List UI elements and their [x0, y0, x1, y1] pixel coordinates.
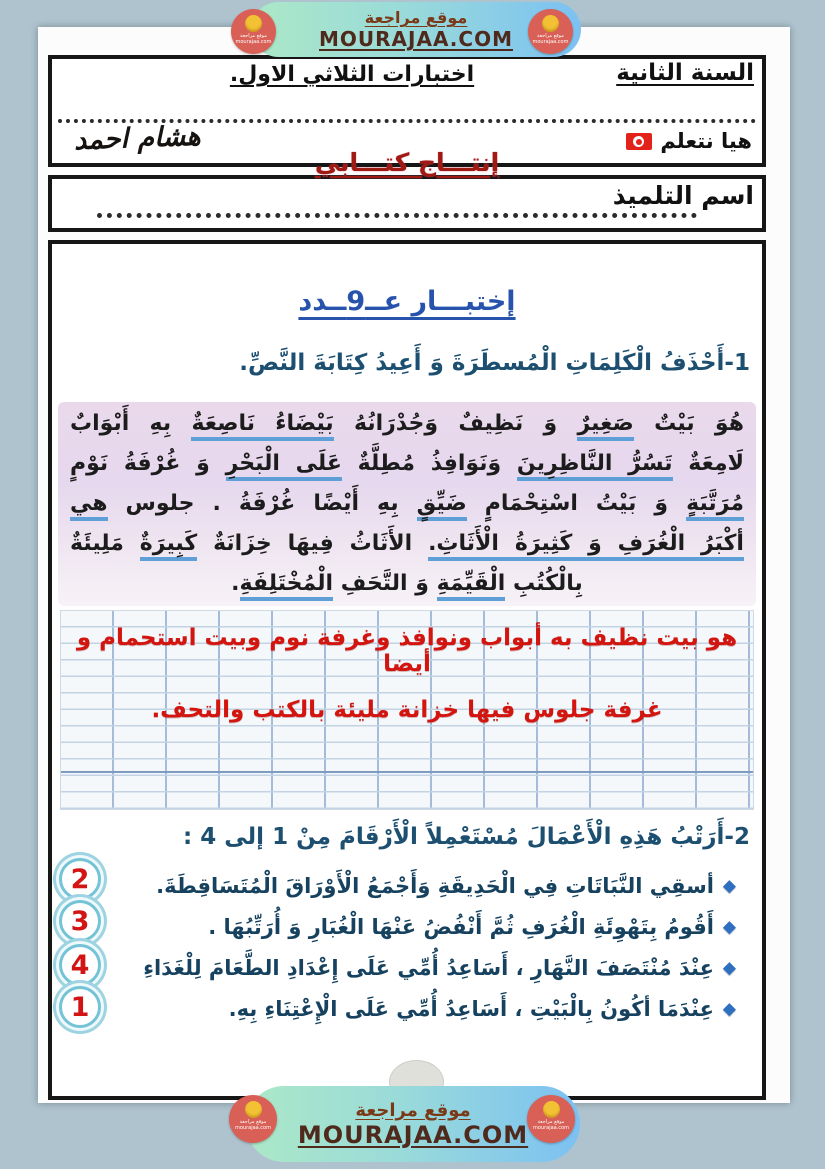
student-name-box — [48, 175, 766, 232]
exam-header-box — [48, 55, 766, 177]
slogan-label: هيا نتعلم — [660, 129, 752, 153]
logo-label-ar: موقع مراجعة — [537, 1119, 565, 1125]
handwritten-answer-line: غرفة جلوس فيها خزانة مليئة بالكتب والتحف. — [151, 697, 663, 723]
passage-line — [70, 564, 744, 604]
underlined-word: كَبِيرَةٌ — [140, 531, 197, 561]
list-item — [66, 948, 736, 989]
underlined-word: أكْبَرُ الْغُرَفِ وَ كَثِيرَةُ الْأَثَاثِ. — [428, 531, 744, 561]
passage-line — [70, 524, 744, 564]
list-item-text: عِنْدَمَا أكُونُ بِالْبَيْتِ ، أَسَاعِدُ أُمِّي عَلَى الْإِعْتِنَاءِ بِهِ. — [228, 997, 714, 1021]
passage-text: وَ التَّحَفِ — [333, 571, 437, 596]
underlined-word: عَلَى الْبَحْرِ — [226, 451, 342, 481]
logo-book-icon — [543, 1101, 560, 1118]
passage-text: الأَثَاثُ فِيهَا خِزَانَةٌ — [197, 531, 429, 556]
passage — [58, 402, 756, 606]
logo-label-ar: موقع مراجعة — [240, 33, 267, 39]
order-number-badge[interactable]: 1 — [59, 986, 101, 1028]
site-url-link[interactable]: MOURAJAA.COM — [319, 27, 513, 51]
mourajaa-logo-icon — [528, 9, 573, 54]
diamond-bullet-icon: ◆ — [722, 958, 736, 978]
order-number-badge[interactable]: 3 — [59, 900, 101, 942]
passage-text: . — [231, 571, 240, 596]
ruled-margin-line — [61, 771, 753, 773]
underlined-word: ضَيِّقٍ — [417, 491, 467, 521]
order-number-badge[interactable]: 2 — [59, 858, 101, 900]
handwritten-answer-line: هو بيت نظيف به أبواب ونوافذ وغرفة نوم وبيت استحمام و أيضا — [76, 625, 738, 677]
question-2-heading: 2-أَرَتْبُ هَذِهِ الْأَعْمَالَ مُسْتَعْمِلاً الْأَرْقَامَ مِنْ 1 إلى 4 : — [183, 824, 750, 850]
passage-text: هُوَ بَيْتٌ — [633, 411, 744, 436]
exam-series-label: اختبارات الثلاثي الاول. — [229, 62, 475, 87]
question-1-heading: 1-أَحْذَفُ الْكَلِمَاتِ الْمُسطَرَةَ وَ أَعِيدُ كِتَابَةَ النَّصِّ. — [239, 350, 750, 376]
tunisia-flag-icon — [626, 133, 652, 150]
underlined-word: الْقَيِّمَةِ — [437, 571, 506, 601]
slogan-row — [626, 129, 752, 153]
logo-label-en: mourajaa.com — [235, 39, 272, 45]
passage-text: وَنَوَافِذُ مُطِلَّةٌ — [341, 451, 517, 476]
flag-crescent — [636, 139, 642, 145]
passage-text: وَ غُرْفَةُ نَوْمٍ — [70, 451, 226, 476]
passage-text: بِهِ أَبْوَابٌ — [70, 411, 192, 436]
passage-text: مَلِيئَةٌ — [70, 531, 140, 556]
underlined-word: مُرَتَّبَةٍ — [686, 491, 744, 521]
logo-book-icon — [245, 15, 262, 32]
underlined-word: الْمُخْتَلِفَةِ — [240, 571, 334, 601]
logo-label-ar: موقع مراجعة — [239, 1119, 267, 1125]
passage-line — [70, 444, 744, 484]
exam-title: إختبـــار عــ9ــدد — [298, 286, 516, 317]
order-number-badge[interactable]: 4 — [59, 944, 101, 986]
student-name-label: اسم التلميذ — [612, 181, 754, 210]
list-item — [66, 907, 736, 948]
logo-label-en: mourajaa.com — [532, 1125, 569, 1131]
logo-book-icon — [245, 1101, 262, 1118]
passage-text: وَ نَظِيفٌ وَجُدْرَانُهُ — [333, 411, 578, 436]
ruled-answer-area[interactable] — [60, 610, 754, 810]
grade-label: السنة الثانية — [616, 60, 754, 86]
diamond-bullet-icon: ◆ — [722, 876, 736, 896]
mourajaa-logo-icon — [231, 9, 276, 54]
logo-book-icon — [542, 15, 559, 32]
underlined-word: تَسُرُّ النَّاظِرِينَ — [517, 451, 673, 481]
underlined-word: صَغِيرٌ — [577, 411, 633, 441]
underlined-word: هي — [70, 491, 108, 521]
question-2-items — [66, 866, 736, 1030]
logo-label-en: mourajaa.com — [234, 1125, 271, 1131]
list-item-text: أسقِي النَّبَاتَاتِ فِي الْحَدِيقَةِ وَأَجْمَعُ الْأَوْرَاقَ الْمُتَسَاقِطَةَ. — [156, 874, 714, 898]
site-name-arabic[interactable]: موقع مراجعة — [355, 1099, 471, 1121]
passage-line — [70, 404, 744, 444]
site-url-link[interactable]: MOURAJAA.COM — [297, 1120, 529, 1149]
passage-line — [70, 484, 744, 524]
underlined-word: بَيْضَاءُ نَاصِعَةٌ — [191, 411, 333, 441]
list-item-text: أَقُومُ بِتَهْوِئَةِ الْغُرَفِ ثُمَّ أَنْفُضُ عَنْهَا الْغُبَارِ وَ أُرَتِّبُهَا . — [208, 915, 714, 939]
passage-text: بِالْكُتُبِ — [505, 571, 583, 596]
logo-label-ar: موقع مراجعة — [537, 33, 564, 39]
teacher-signature: هشام احمد — [73, 120, 202, 157]
passage-text: وَ بَيْتُ اسْتِحْمَامٍ — [466, 491, 687, 516]
logo-label-en: mourajaa.com — [532, 39, 569, 45]
list-item — [66, 989, 736, 1030]
list-item-text: عِنْدَ مُنْتَصَفَ النَّهَارِ ، أَسَاعِدُ أُمِّي عَلَى إِعْدَادِ الطَّعَامَ لِلْغَدَاءِ — [143, 956, 714, 980]
student-name-field[interactable] — [97, 213, 697, 218]
diamond-bullet-icon: ◆ — [722, 999, 736, 1019]
site-name-arabic[interactable]: موقع مراجعة — [364, 8, 468, 27]
exam-body-box — [48, 240, 766, 1100]
passage-text: لَامِعَةٌ — [672, 451, 745, 476]
subject-title: إنتـــاج كتـــابي — [314, 148, 500, 177]
list-item — [66, 866, 736, 907]
mourajaa-logo-icon — [229, 1095, 277, 1143]
mourajaa-logo-icon — [527, 1095, 575, 1143]
passage-text: بِهِ أَيْضًا غُرْفَةُ . جلوس — [107, 491, 417, 516]
diamond-bullet-icon: ◆ — [722, 917, 736, 937]
